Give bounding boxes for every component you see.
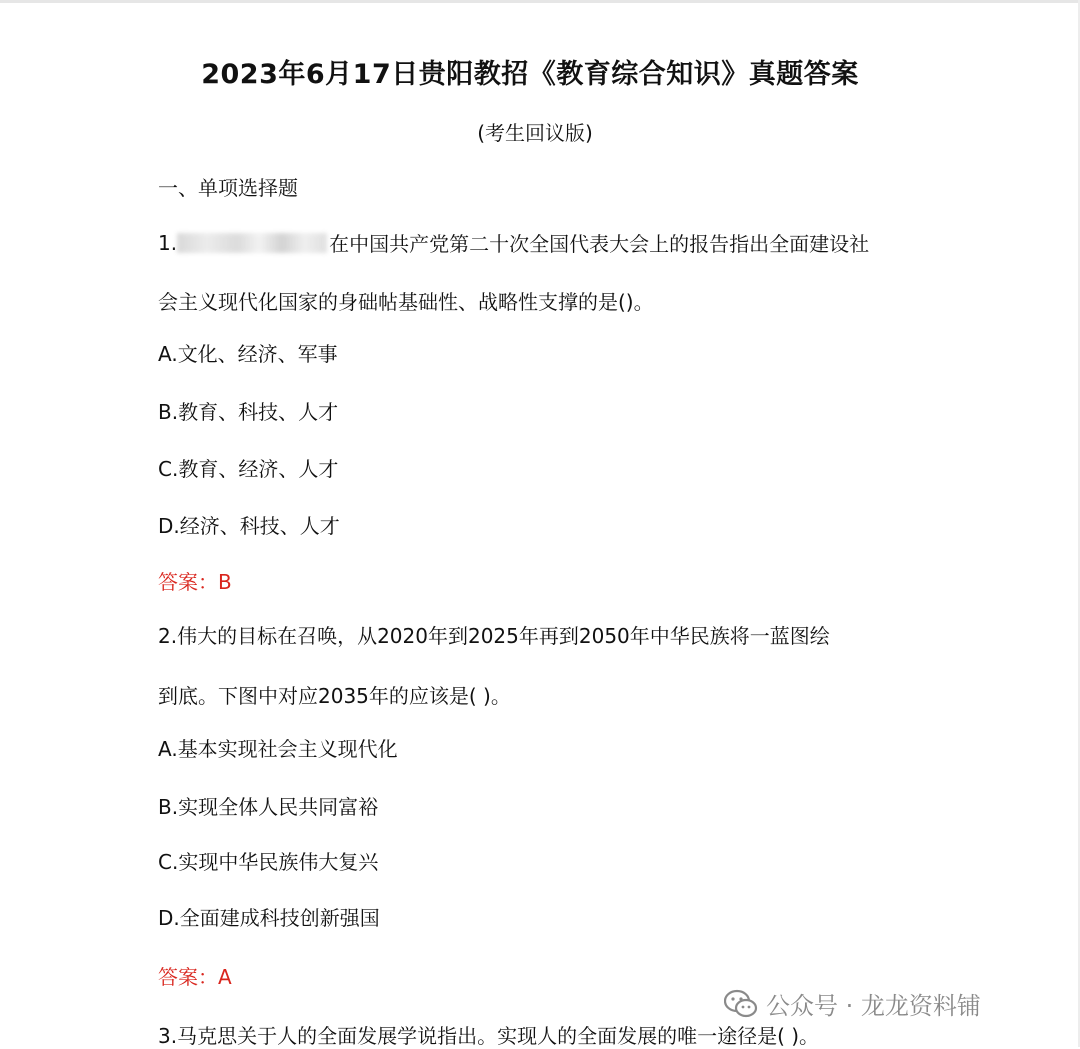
question-1-option-a: A.文化、经济、军事	[158, 342, 338, 366]
question-1-answer: 答案：B	[158, 570, 232, 594]
question-2-option-d: D.全面建成科技创新强国	[158, 906, 380, 930]
question-1-option-c: C.教育、经济、人才	[158, 457, 339, 481]
question-1-text: 在中国共产党第二十次全国代表大会上的报告指出全面建设社	[329, 232, 870, 256]
document-subtitle: (考生回议版)	[477, 121, 593, 145]
question-2-line-2: 到底。下图中对应2035年的应该是( )。	[158, 684, 511, 708]
question-1-line-1	[158, 228, 869, 257]
question-1-option-b: B.教育、科技、人才	[158, 400, 339, 424]
question-2-option-c: C.实现中华民族伟大复兴	[158, 850, 379, 874]
question-2-option-b: B.实现全体人民共同富裕	[158, 795, 379, 819]
section-heading: 一、单项选择题	[158, 176, 298, 200]
question-2-line-1: 2.伟大的目标在召唤，从2020年到2025年再到2050年中华民族将一蓝图绘	[158, 624, 830, 648]
question-3-line-1: 3.马克思关于人的全面发展学说指出。实现人的全面发展的唯一途径是( )。	[158, 1024, 820, 1048]
document-title: 2023年6月17日贵阳教招《教育综合知识》真题答案	[201, 59, 859, 90]
question-2-answer: 答案：A	[158, 965, 232, 989]
redacted-blur	[177, 233, 327, 253]
watermark-text: 公众号 · 龙龙资料铺	[766, 992, 981, 1020]
wechat-icon	[724, 989, 758, 1019]
watermark	[724, 986, 981, 1021]
question-2-option-a: A.基本实现社会主义现代化	[158, 737, 398, 761]
question-1-option-d: D.经济、科技、人才	[158, 514, 340, 538]
question-1-number: 1.	[158, 230, 178, 255]
question-1-line-2: 会主义现代化国家的身础帖基础性、战略性支撑的是()。	[158, 290, 654, 314]
